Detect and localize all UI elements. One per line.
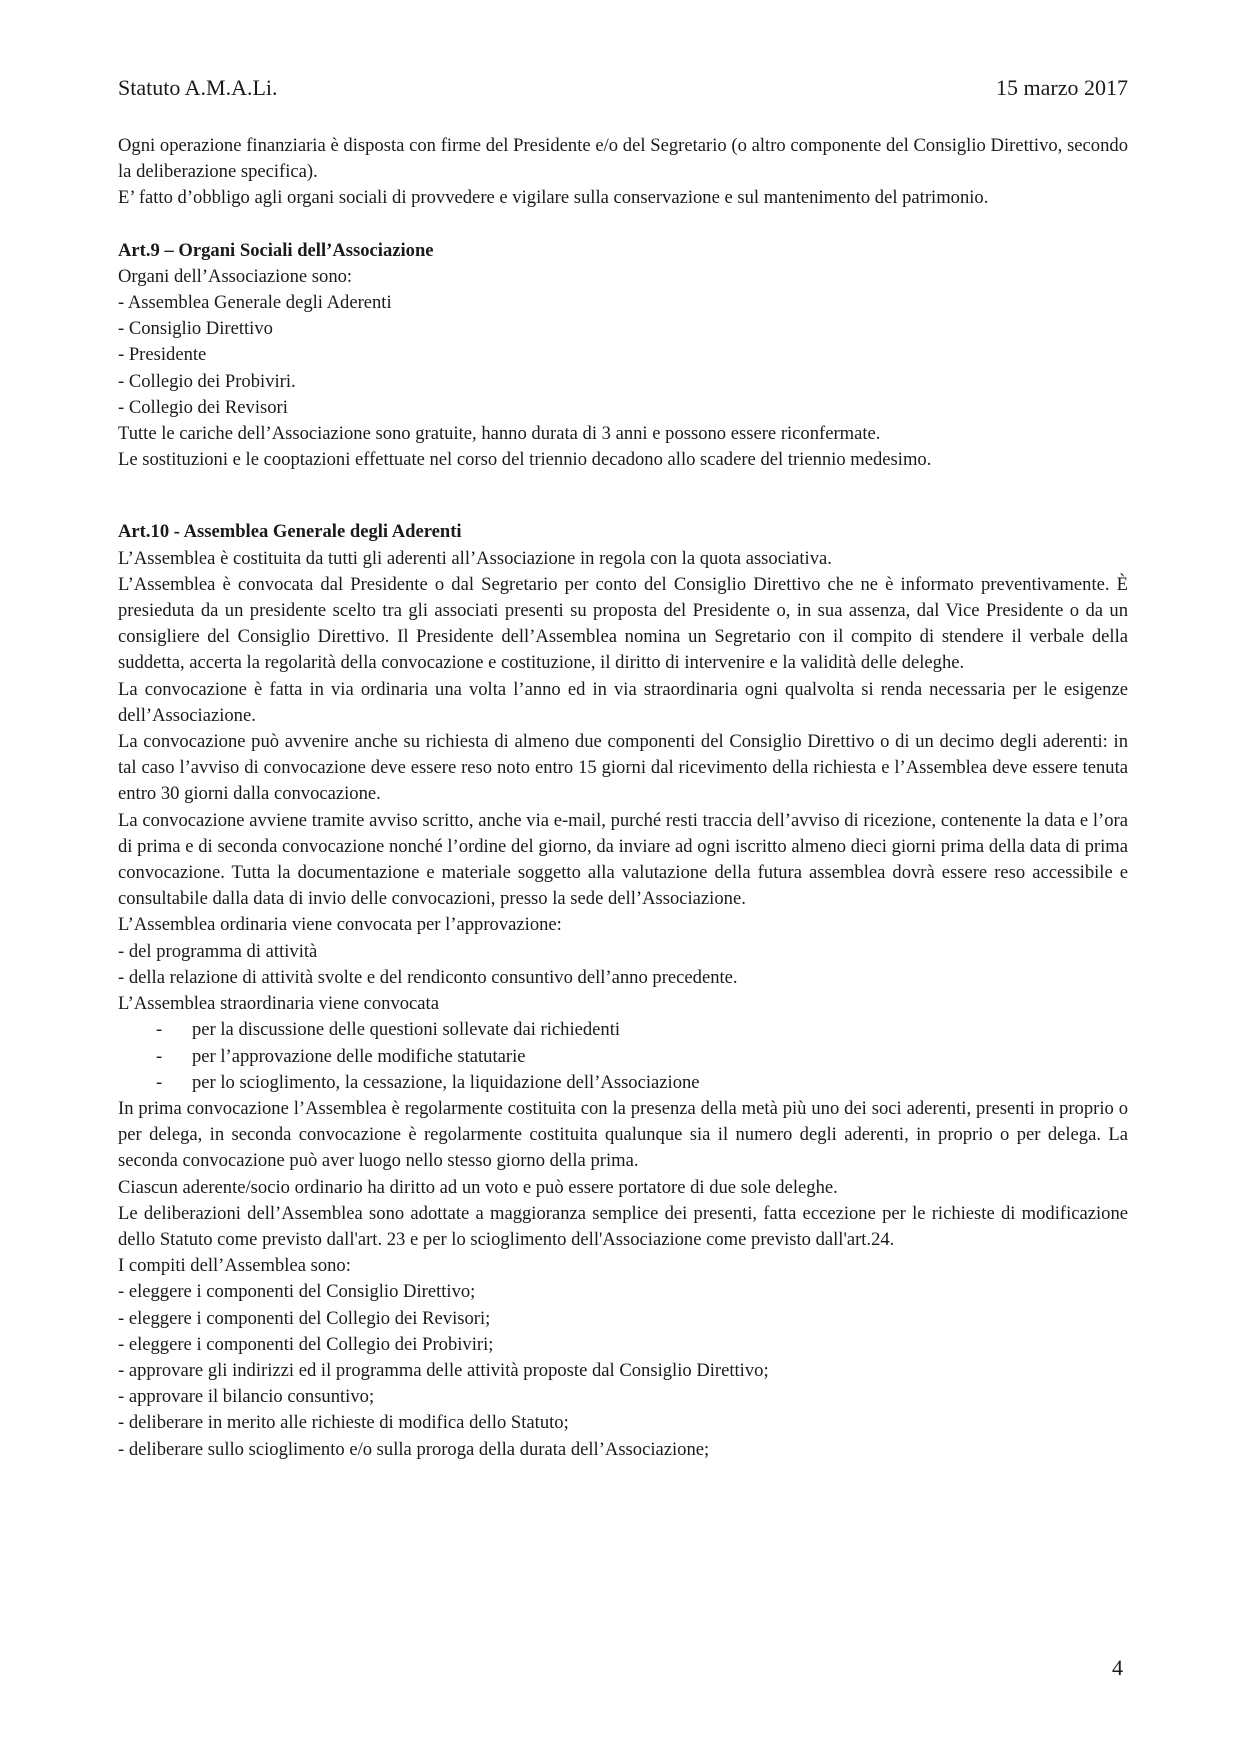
straordinaria-item [118, 1017, 1128, 1043]
straordinaria-item-text: per la discussione delle questioni sollevate dai richiedenti [192, 1019, 621, 1041]
art10-heading: Art.10 - Assemblea Generale degli Aderenti [118, 521, 462, 543]
art10-paragraph-8: Le deliberazioni dell’Assemblea sono adottate a maggioranza semplice dei presenti, fatta eccezione per le richieste di modificazione dello Statuto come previsto dall'art. 23 e per lo scioglimento dell'Associazione come previsto dall'art.24. [118, 1202, 1128, 1250]
compiti-item: - approvare il bilancio consuntivo; [118, 1386, 375, 1408]
art9-paragraph: Tutte le cariche dell’Associazione sono gratuite, hanno durata di 3 anni e possono essere riconfermate. [118, 423, 881, 445]
compiti-item: - eleggere i componenti del Collegio dei Revisori; [118, 1307, 491, 1329]
straordinaria-lead: L’Assemblea straordinaria viene convocata [118, 993, 439, 1015]
dash-bullet: - [156, 1045, 163, 1067]
art9-heading: Art.9 – Organi Sociali dell’Associazione [118, 239, 434, 261]
art9-lead: Organi dell’Associazione sono: [118, 265, 353, 287]
compiti-item: - deliberare sullo scioglimento e/o sulla proroga della durata dell’Associazione; [118, 1438, 710, 1460]
art10-paragraph-3: La convocazione è fatta in via ordinaria una volta l’anno ed in via straordinaria ogni qualvolta si renda necessaria per le esigenze dell’Associazione. [118, 678, 1128, 726]
art10-paragraph-4: La convocazione può avvenire anche su richiesta di almeno due componenti del Consiglio Direttivo o di un decimo degli aderenti: in tal caso l’avviso di convocazione deve essere reso noto entro 15 giorni dal ricevimento della richiesta e l’Assemblea deve essere tenuta entro 30 giorni dalla convocazione. [118, 731, 1128, 805]
header-title: Statuto A.M.A.Li. [118, 75, 278, 100]
art9-item: - Presidente [118, 344, 207, 366]
art10-paragraph-1: L’Assemblea è costituita da tutti gli aderenti all’Associazione in regola con la quota associativa. [118, 547, 832, 569]
page-number: 4 [1112, 1655, 1123, 1680]
straordinaria-item-text: per l’approvazione delle modifiche statutarie [192, 1045, 526, 1067]
dash-bullet: - [156, 1019, 163, 1041]
art9-item: - Collegio dei Probiviri. [118, 370, 296, 392]
ordinaria-lead: L’Assemblea ordinaria viene convocata per l’approvazione: [118, 914, 562, 936]
intro-paragraph-2: E’ fatto d’obbligo agli organi sociali di provvedere e vigilare sulla conservazione e sul mantenimento del patrimonio. [118, 187, 989, 209]
compiti-item: - deliberare in merito alle richieste di modifica dello Statuto; [118, 1412, 569, 1434]
ordinaria-item: - del programma di attività [118, 940, 318, 962]
art9-paragraph: Le sostituzioni e le cooptazioni effettuate nel corso del triennio decadono allo scadere del triennio medesimo. [118, 449, 932, 471]
compiti-lead: I compiti dell’Assemblea sono: [118, 1255, 351, 1277]
art10-paragraph-2: L’Assemblea è convocata dal Presidente o dal Segretario per conto del Consiglio Direttivo che ne è informato preventivamente. È presieduta da un presidente scelto tra gli associati presenti su proposta del Presidente o, in sua assenza, dal Vice Presidente o da un consigliere del Consiglio Direttivo. Il Presidente dell’Assemblea nomina un Segretario con il compito di stendere il verbale della suddetta, accerta la regolarità della convocazione e costituzione, il diritto di intervenire e la validità delle deleghe. [118, 573, 1128, 674]
page-header [118, 74, 1128, 102]
straordinaria-item-text: per lo scioglimento, la cessazione, la liquidazione dell’Associazione [192, 1071, 700, 1093]
header-date: 15 marzo 2017 [996, 75, 1128, 100]
compiti-item: - eleggere i componenti del Collegio dei Probiviri; [118, 1333, 494, 1355]
dash-bullet: - [156, 1071, 163, 1093]
ordinaria-item: - della relazione di attività svolte e del rendiconto consuntivo dell’anno precedente. [118, 966, 738, 988]
art10-paragraph-5: La convocazione avviene tramite avviso scritto, anche via e-mail, purché resti traccia dell’avviso di ricezione, contenente la data e l’ora di prima e di seconda convocazione nonché l’ordine del giorno, da inviare ad ogni iscritto almeno dieci giorni prima della data di prima convocazione. Tutta la documentazione e materiale soggetto alla valutazione della futura assemblea dovrà essere reso accessibile e consultabile dalla data di invio delle convocazioni, presso la sede dell’Associazione. [118, 809, 1128, 910]
art9-item: - Consiglio Direttivo [118, 318, 273, 340]
art10-paragraph-6: In prima convocazione l’Assemblea è regolarmente costituita con la presenza della metà più uno dei soci aderenti, presenti in proprio o per delega, in seconda convocazione è regolarmente costituita qualunque sia il numero degli aderenti, in proprio o per delega. La seconda convocazione può aver luogo nello stesso giorno della prima. [118, 1097, 1128, 1172]
compiti-item: - approvare gli indirizzi ed il programma delle attività proposte dal Consiglio Direttivo; [118, 1359, 769, 1381]
art10-paragraph-7: Ciascun aderente/socio ordinario ha diritto ad un voto e può essere portatore di due sole deleghe. [118, 1176, 838, 1198]
intro-paragraph-1: Ogni operazione finanziaria è disposta con firme del Presidente e/o del Segretario (o altro componente del Consiglio Direttivo, secondo la deliberazione specifica). [118, 135, 1128, 183]
straordinaria-item [118, 1070, 1128, 1096]
page-body [118, 133, 1128, 1463]
art9-item: - Assemblea Generale degli Aderenti [118, 292, 392, 314]
compiti-item: - eleggere i componenti del Consiglio Direttivo; [118, 1281, 476, 1303]
straordinaria-item [118, 1044, 1128, 1070]
art9-item: - Collegio dei Revisori [118, 396, 288, 418]
